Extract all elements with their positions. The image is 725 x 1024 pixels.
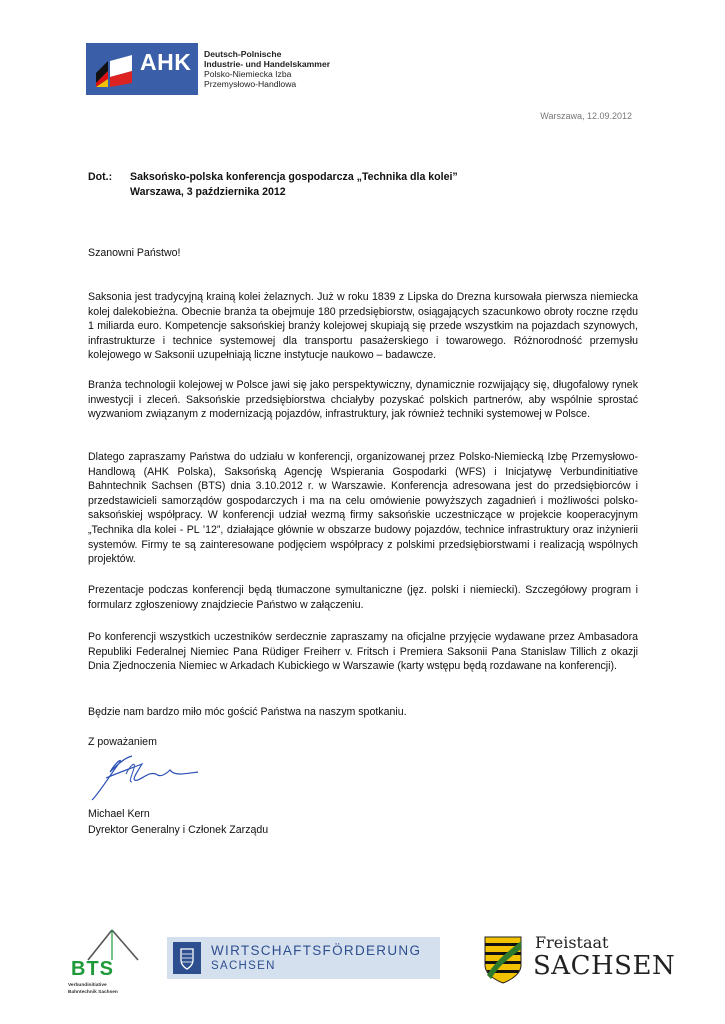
ahk-abbr: AHK: [140, 49, 192, 75]
ahk-line-4: Przemysłowo-Handlowa: [204, 79, 297, 89]
salutation: Szanowni Państwo!: [88, 247, 181, 259]
ahk-logo-box: [86, 43, 198, 95]
bts-subline-2: Bahntechnik Sachsen: [68, 990, 118, 995]
bts-subline-1: Verbundinitiative: [68, 983, 107, 988]
wfs-line-2: SACHSEN: [211, 960, 276, 972]
saxony-line-2: SACHSEN: [533, 951, 676, 981]
paragraph-6: Będzie nam bardzo miło móc gościć Państwa na naszym spotkaniu.: [88, 706, 407, 718]
bts-wordmark: BTS: [71, 958, 114, 980]
subject-label: Dot.:: [88, 171, 113, 183]
paragraph-5: Po konferencji wszystkich uczestników serdecznie zapraszamy na oficjalne przyjęcie wydawane przez Ambasadora Republiki Federalnej Niemiec Pana Rüdiger Freiherr v. Fritsch i Premiera Saksonii Pana Stanislaw Tillich z okazji Dnia Zjednoczenia Niemiec w Arkadach Kubickiego w Warszawie (karty wstępu będą rozdawane na konferencji).: [88, 631, 638, 673]
letter-date: Warszawa, 12.09.2012: [540, 111, 632, 121]
paragraph-1: Saksonia jest tradycyjną krainą kolei żelaznych. Już w roku 1839 z Lipska do Drezna kursowała pierwsza niemiecka kolej dalekobieżna. Obecnie branża ta obejmuje 180 przedsiębiorstw, osiągających szacunkowo obroty roczne rzędu 1 miliarda euro. Kompetencje saksońskiej branży kolejowej skupiają się przede wszystkim na pojazdach szynowych, infrastrukturze i technice systemowej dla transportu pasażerskiego i towarowego. Różnorodność przemysłu kolejowego w Saksonii uzupełniają liczne instytucje naukowo – badawcze.: [88, 291, 638, 362]
bts-logo: [68, 928, 146, 998]
signer-title: Dyrektor Generalny i Członek Zarządu: [88, 824, 269, 836]
flag-icon: [94, 53, 134, 87]
wfs-line-1: WIRTSCHAFTSFÖRDERUNG: [211, 943, 422, 958]
closing: Z poważaniem: [88, 736, 157, 748]
ahk-logo: [86, 43, 346, 95]
saxony-shield-icon: [483, 935, 523, 985]
crest-icon: [173, 942, 201, 974]
saxony-logo: [483, 933, 676, 987]
signer-name: Michael Kern: [88, 808, 150, 820]
signature: [86, 752, 206, 804]
ahk-line-2: Industrie- und Handelskammer: [204, 59, 331, 69]
ahk-line-3: Polsko-Niemiecka Izba: [204, 69, 292, 79]
wfs-logo: [167, 937, 440, 979]
subject-line-2: Warszawa, 3 października 2012: [130, 186, 286, 198]
ahk-line-1: Deutsch-Polnische: [204, 49, 282, 59]
track-icon: [80, 928, 144, 962]
paragraph-4: Prezentacje podczas konferencji będą tłumaczone symultaniczne (jęz. polski i niemiecki). Szczegółowy program i formularz zgłoszeniowy znajdziecie Państwo w załączeniu.: [88, 584, 638, 611]
paragraph-3: Dlatego zapraszamy Państwa do udziału w konferencji, organizowanej przez Polsko-Niemiecką Izbę Przemysłowo-Handlową (AHK Polska), Saksońską Agencję Wspierania Gospodarki (WFS) i Inicjatywę Verbundinitiative Bahntechnik Sachsen (BTS) dnia 3.10.2012 r. w Warszawie. Konferencja adresowana jest do przedsiębiorców i przedstawicieli samorządów gospodarczych i ma na celu omówienie powyższych zagadnień i możliwości polsko-saksońskiej współpracy. W konferencji udział wezmą firmy saksońskie uczestniczące w projekcie kooperacyjnym „Technika dla kolei - PL ’12”, działające głównie w obszarze budowy pojazdów, technice infrastruktury oraz inżynierii systemów. Firmy te są zainteresowane podjęciem współpracy z polskimi przedsiębiorstwami i realizacją wspólnych projektów.: [88, 451, 638, 566]
saxony-line-1: Freistaat: [535, 933, 609, 952]
paragraph-2: Branża technologii kolejowej w Polsce jawi się jako perspektywiczny, dynamicznie rozwijający się, długofalowy rynek inwestycji i zleceń. Saksońskie przedsiębiorstwa chciałyby pozyskać polskich partnerów, aby wspólnie sprostać wyzwaniom związanym z modernizacją pojazdów, infrastruktury, jak również techniki systemowej w Polsce.: [88, 379, 638, 421]
subject-line-1: Saksońsko-polska konferencja gospodarcza „Technika dla kolei”: [130, 171, 458, 183]
